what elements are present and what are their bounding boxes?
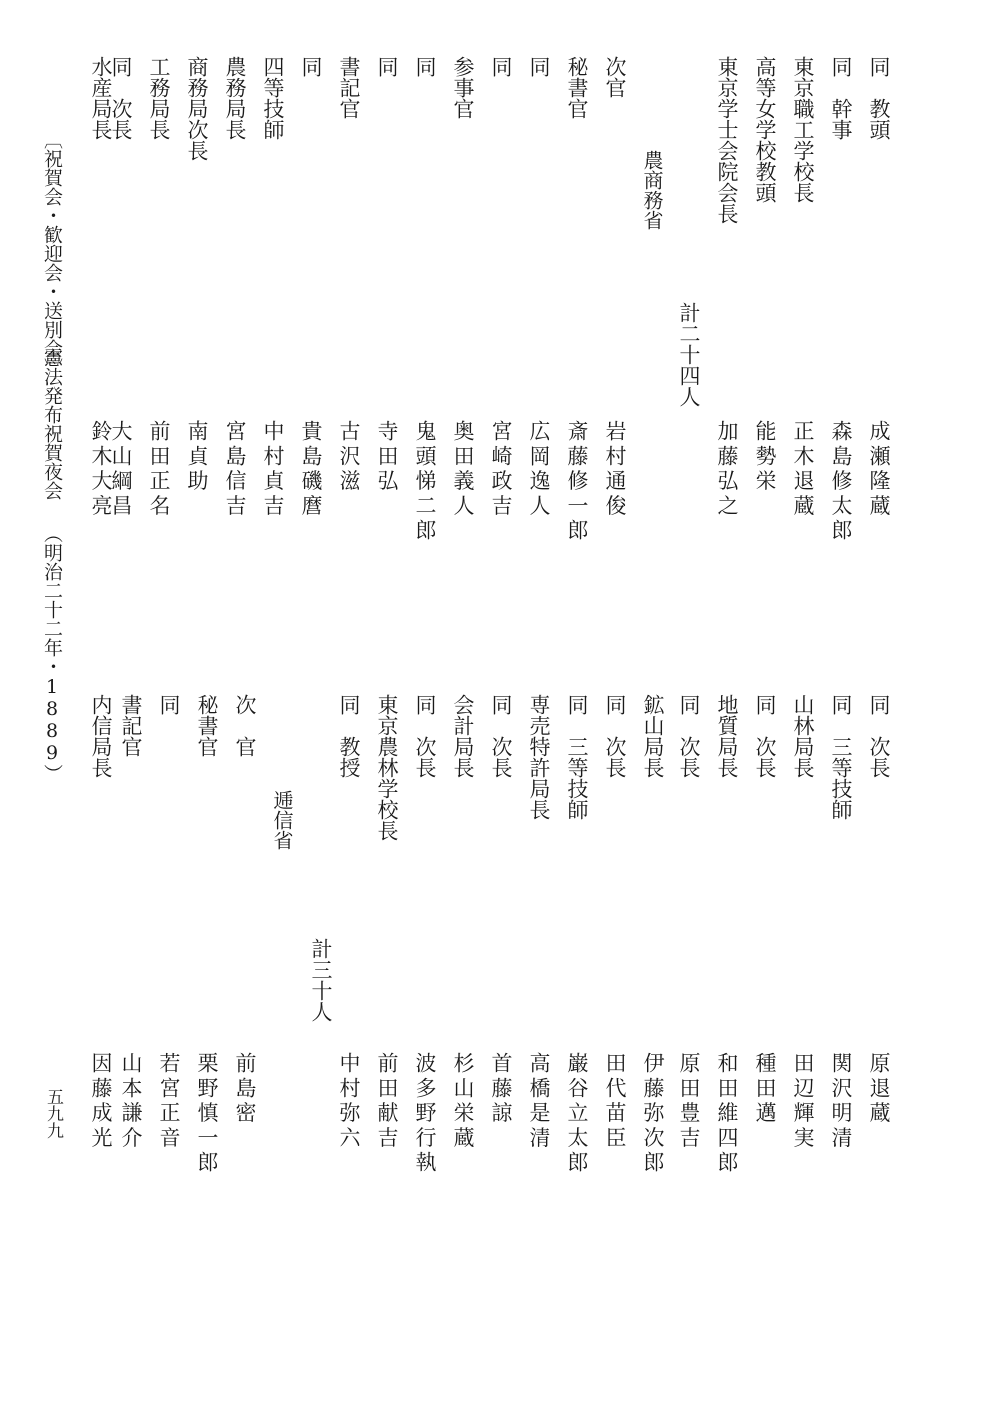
entry-name: 前田正名 bbox=[147, 420, 171, 520]
entry-title: 四等技師 bbox=[261, 56, 285, 140]
entry-name: 種田邁 bbox=[753, 1052, 777, 1127]
entry-name: 前田献吉 bbox=[375, 1052, 399, 1152]
entry-title: 東京農林学校長 bbox=[375, 694, 399, 841]
entry-name: 波多野行執 bbox=[413, 1052, 437, 1176]
entry-title: 次官 bbox=[603, 56, 627, 98]
entry-title: 工務局長 bbox=[147, 56, 171, 140]
entry-title: 同 次長 bbox=[867, 694, 891, 778]
entry-title: 次 官 bbox=[233, 694, 257, 757]
total-count: 計二十四人 bbox=[677, 302, 701, 407]
entry-name: 原田豊吉 bbox=[677, 1052, 701, 1152]
entry-title: 同 bbox=[489, 56, 513, 77]
entry-name: 栗野慎一郎 bbox=[195, 1052, 219, 1176]
entry-name: 鬼頭悌二郎 bbox=[413, 420, 437, 544]
entry-name: 大山綱昌 bbox=[109, 420, 133, 520]
entry-name: 古沢滋 bbox=[337, 420, 361, 495]
entry-name: 宮崎政吉 bbox=[489, 420, 513, 520]
entry-title: 内信局長 bbox=[89, 694, 113, 778]
entry-name: 和田維四郎 bbox=[715, 1052, 739, 1176]
entry-name: 鈴木大亮 bbox=[89, 420, 113, 520]
entry-title: 同 bbox=[299, 56, 323, 77]
entry-title: 同 次長 bbox=[109, 56, 133, 140]
entry-title: 専売特許局長 bbox=[527, 694, 551, 820]
entry-name: 巌谷立太郎 bbox=[565, 1052, 589, 1176]
entry-name: 因藤成光 bbox=[89, 1052, 113, 1152]
entry-title: 鉱山局長 bbox=[641, 694, 665, 778]
entry-name: 田辺輝実 bbox=[791, 1052, 815, 1152]
page-number: 五九九 bbox=[43, 1088, 63, 1139]
entry-title: 秘書官 bbox=[195, 694, 219, 757]
running-head-date: （明治二十二年・1889） bbox=[41, 524, 63, 783]
entry-title: 同 bbox=[527, 56, 551, 77]
entry-title: 農務局長 bbox=[223, 56, 247, 140]
entry-name: 原退蔵 bbox=[867, 1052, 891, 1127]
entry-name: 前島密 bbox=[233, 1052, 257, 1127]
entry-name: 伊藤弥次郎 bbox=[641, 1052, 665, 1176]
entry-title: 水産局長 bbox=[89, 56, 113, 140]
entry-title: 同 次長 bbox=[603, 694, 627, 778]
entry-title: 商務局次長 bbox=[185, 56, 209, 161]
entry-name: 貴島磯麿 bbox=[299, 420, 323, 520]
entry-name: 能勢栄 bbox=[753, 420, 777, 495]
entry-name: 首藤諒 bbox=[489, 1052, 513, 1127]
entry-name: 高橋是清 bbox=[527, 1052, 551, 1152]
entry-title: 書記官 bbox=[337, 56, 361, 119]
entry-name: 斎藤修一郎 bbox=[565, 420, 589, 544]
total-count: 計三十人 bbox=[309, 938, 333, 1022]
entry-title: 同 次長 bbox=[753, 694, 777, 778]
entry-name: 若宮正音 bbox=[157, 1052, 181, 1152]
entry-title: 同 bbox=[413, 56, 437, 77]
running-head-section: 〔祝賀会・歓迎会・送別会〕 bbox=[41, 130, 63, 377]
entry-name: 広岡逸人 bbox=[527, 420, 551, 520]
entry-title: 同 次長 bbox=[489, 694, 513, 778]
entry-name: 奥田義人 bbox=[451, 420, 475, 520]
entry-name: 寺田弘 bbox=[375, 420, 399, 495]
entry-title: 同 次長 bbox=[413, 694, 437, 778]
ministry-heading: 農商務省 bbox=[640, 150, 664, 230]
entry-title: 同 三等技師 bbox=[565, 694, 589, 820]
entry-title: 書記官 bbox=[119, 694, 143, 757]
entry-title: 高等女学校教頭 bbox=[753, 56, 777, 203]
entry-name: 杉山栄蔵 bbox=[451, 1052, 475, 1152]
entry-title: 地質局長 bbox=[715, 694, 739, 778]
entry-title: 同 幹事 bbox=[829, 56, 853, 140]
entry-title: 同 bbox=[375, 56, 399, 77]
running-head-title: 憲法発布祝賀夜会 bbox=[41, 348, 63, 500]
entry-title: 参事官 bbox=[451, 56, 475, 119]
entry-title: 東京学士会院会長 bbox=[715, 56, 739, 224]
entry-title: 同 教授 bbox=[337, 694, 361, 778]
entry-name: 関沢明清 bbox=[829, 1052, 853, 1152]
entry-title: 同 次長 bbox=[677, 694, 701, 778]
entry-name: 加藤弘之 bbox=[715, 420, 739, 520]
entry-name: 森島修太郎 bbox=[829, 420, 853, 544]
entry-name: 田代苗臣 bbox=[603, 1052, 627, 1152]
entry-name: 宮島信吉 bbox=[223, 420, 247, 520]
entry-title: 会計局長 bbox=[451, 694, 475, 778]
entry-name: 岩村通俊 bbox=[603, 420, 627, 520]
entry-title: 秘書官 bbox=[565, 56, 589, 119]
entry-name: 成瀬隆蔵 bbox=[867, 420, 891, 520]
entry-title: 同 教頭 bbox=[867, 56, 891, 140]
entry-title: 山林局長 bbox=[791, 694, 815, 778]
ministry-heading: 逓信省 bbox=[270, 790, 294, 850]
entry-name: 山本謙介 bbox=[119, 1052, 143, 1152]
entry-name: 中村貞吉 bbox=[261, 420, 285, 520]
entry-name: 正木退蔵 bbox=[791, 420, 815, 520]
entry-title: 同 bbox=[157, 694, 181, 715]
entry-name: 中村弥六 bbox=[337, 1052, 361, 1152]
entry-name: 南貞助 bbox=[185, 420, 209, 495]
entry-title: 東京職工学校長 bbox=[791, 56, 815, 203]
entry-title: 同 三等技師 bbox=[829, 694, 853, 820]
